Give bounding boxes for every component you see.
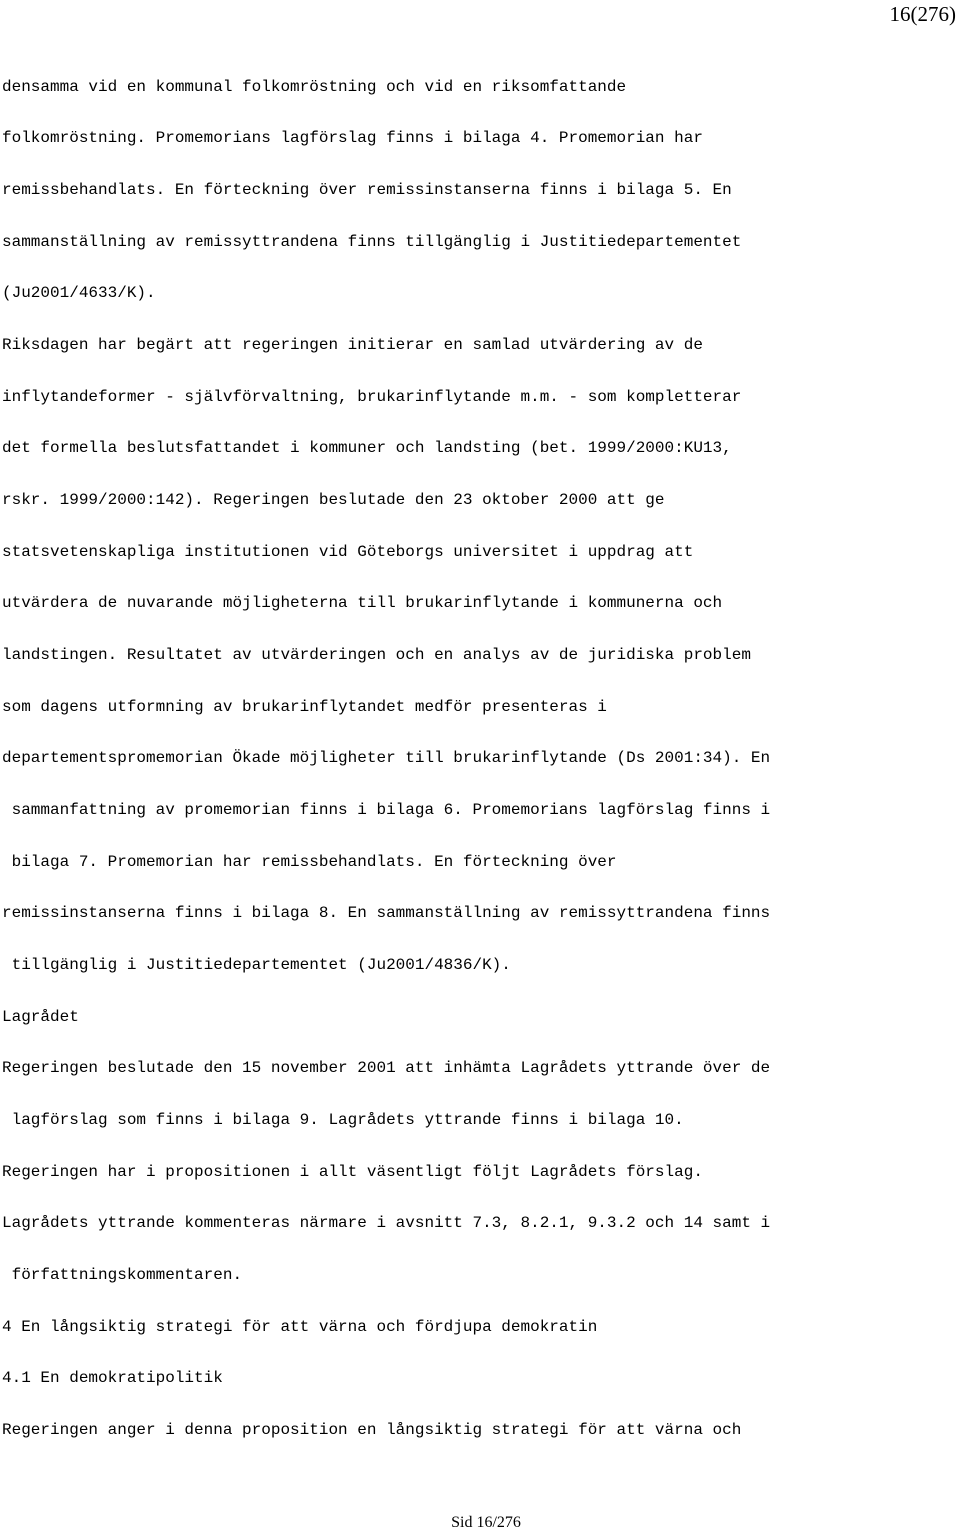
text-line: departementspromemorian Ökade möjligheter till brukarinflytande (Ds 2001:34). En	[2, 749, 771, 767]
page-footer: Sid 16/276	[451, 1514, 521, 1531]
text-line: statsvetenskapliga institutionen vid Göteborgs universitet i uppdrag att	[2, 543, 694, 561]
text-line: som dagens utformning av brukarinflytandet medför presenteras i	[2, 698, 607, 716]
text-line: remissbehandlats. En förteckning över remissinstanserna finns i bilaga 5. En	[2, 181, 732, 199]
text-line: inflytandeformer - självförvaltning, brukarinflytande m.m. - som kompletterar	[2, 388, 742, 406]
text-line: sammanfattning av promemorian finns i bilaga 6. Promemorians lagförslag finns i	[2, 801, 771, 819]
text-line: bilaga 7. Promemorian har remissbehandlats. En förteckning över	[2, 853, 617, 871]
text-line: lagförslag som finns i bilaga 9. Lagrådets yttrande finns i bilaga 10.	[2, 1111, 684, 1129]
text-line: författningskommentaren.	[2, 1266, 243, 1284]
text-line: det formella beslutsfattandet i kommuner och landsting (bet. 1999/2000:KU13,	[2, 439, 732, 457]
text-line: Regeringen anger i denna proposition en långsiktig strategi för att värna och	[2, 1421, 742, 1439]
text-line: tillgänglig i Justitiedepartementet (Ju2001/4836/K).	[2, 956, 511, 974]
section-heading: 4 En långsiktig strategi för att värna och fördjupa demokratin	[2, 1318, 598, 1336]
text-line: rskr. 1999/2000:142). Regeringen beslutade den 23 oktober 2000 att ge	[2, 491, 665, 509]
subsection-heading: 4.1 En demokratipolitik	[2, 1369, 223, 1387]
text-line: utvärdera de nuvarande möjligheterna till brukarinflytande i kommunerna och	[2, 594, 723, 612]
text-line: Riksdagen har begärt att regeringen initierar en samlad utvärdering av de	[2, 336, 703, 354]
text-line: landstingen. Resultatet av utvärderingen och en analys av de juridiska problem	[2, 646, 751, 664]
text-line: densamma vid en kommunal folkomröstning och vid en riksomfattande	[2, 78, 627, 96]
text-line: Lagrådets yttrande kommenteras närmare i avsnitt 7.3, 8.2.1, 9.3.2 och 14 samt i	[2, 1214, 771, 1232]
text-line: Regeringen har i propositionen i allt väsentligt följt Lagrådets förslag.	[2, 1163, 703, 1181]
text-line: remissinstanserna finns i bilaga 8. En sammanställning av remissyttrandena finns	[2, 904, 771, 922]
text-line: sammanställning av remissyttrandena finns tillgänglig i Justitiedepartementet	[2, 233, 742, 251]
page-number: 16(276)	[889, 2, 956, 26]
text-line: Regeringen beslutade den 15 november 2001 att inhämta Lagrådets yttrande över de	[2, 1059, 771, 1077]
section-heading: Lagrådet	[2, 1008, 79, 1026]
text-line: (Ju2001/4633/K).	[2, 284, 156, 302]
text-line: folkomröstning. Promemorians lagförslag finns i bilaga 4. Promemorian har	[2, 129, 703, 147]
